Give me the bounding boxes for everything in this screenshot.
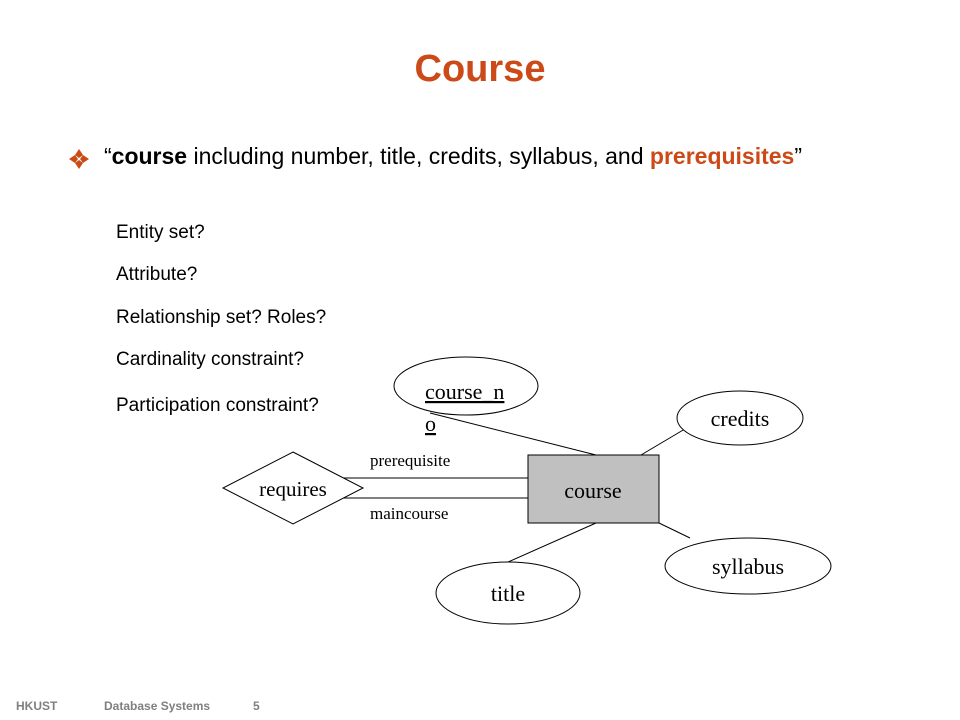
role-prerequisite-label: prerequisite xyxy=(370,451,451,470)
question-entity-set: Entity set? xyxy=(116,222,205,243)
question-participation: Participation constraint? xyxy=(116,395,319,416)
question-attribute: Attribute? xyxy=(116,264,198,285)
role-maincourse-label: maincourse xyxy=(370,504,449,523)
attribute-credits-label: credits xyxy=(710,406,770,431)
footer-org: HKUST xyxy=(16,699,58,713)
footer-course: Database Systems xyxy=(104,699,211,713)
edge-course-no xyxy=(430,413,596,455)
question-cardinality: Cardinality constraint? xyxy=(116,349,304,370)
open-quote: “ xyxy=(104,143,112,169)
footer-page-number: 5 xyxy=(253,699,260,713)
relationship-requires-label: requires xyxy=(259,477,327,501)
question-relationship-set: Relationship set? Roles? xyxy=(116,307,327,328)
attribute-course-no-label-1: course_n xyxy=(425,379,505,404)
close-quote: ” xyxy=(794,143,803,169)
entity-course-label: course xyxy=(564,478,622,503)
edge-syllabus xyxy=(659,523,690,538)
attribute-course-no-label-2: o xyxy=(425,411,436,436)
edge-title xyxy=(508,523,596,562)
keyword-course: course xyxy=(111,143,188,169)
attribute-syllabus-label: syllabus xyxy=(711,554,785,579)
slide-title: Course xyxy=(414,48,546,90)
attribute-title-label: title xyxy=(490,581,526,606)
bullet-body: including number, title, credits, syllabus, and xyxy=(187,143,650,169)
keyword-prerequisites: prerequisites xyxy=(649,143,795,169)
